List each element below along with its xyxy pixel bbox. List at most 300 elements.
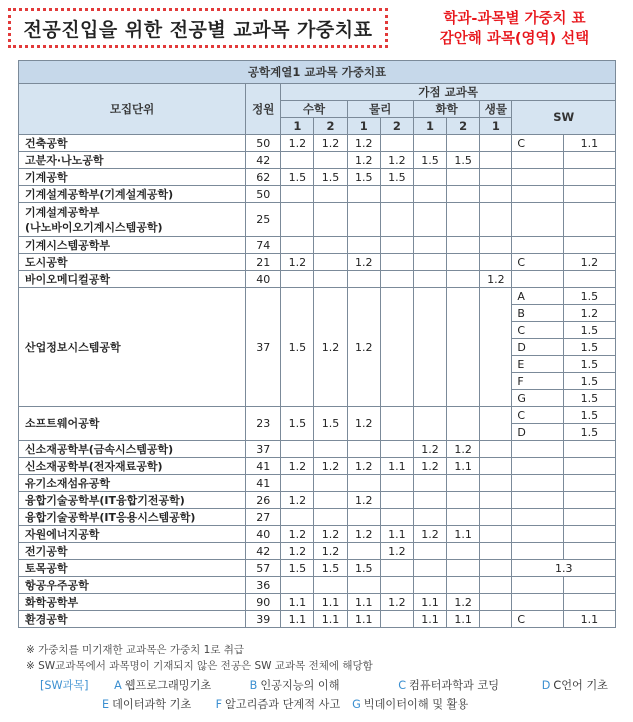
sw-weight-cell: 1.5 <box>563 288 615 305</box>
sw-course-cell <box>512 271 563 288</box>
weight-cell <box>447 271 480 288</box>
quota-cell: 37 <box>246 441 281 458</box>
level-physics-1: 1 <box>347 118 380 135</box>
weight-cell <box>480 611 512 628</box>
unit-name: 전기공학 <box>19 543 246 560</box>
weight-cell <box>447 135 480 152</box>
notes <box>26 642 373 674</box>
weight-cell <box>480 526 512 543</box>
weight-cell: 1.5 <box>314 407 347 441</box>
sw-weight-cell: 1.5 <box>563 390 615 407</box>
sw-weight-cell <box>563 509 615 526</box>
weight-cell <box>413 135 446 152</box>
legend-item: A 웹프로그래밍기초 <box>114 679 212 692</box>
weight-cell <box>347 237 380 254</box>
weight-cell <box>380 186 413 203</box>
weight-cell <box>314 509 347 526</box>
weight-cell: 1.2 <box>281 543 314 560</box>
weight-cell <box>347 203 380 237</box>
weight-cell <box>447 577 480 594</box>
weight-cell: 1.2 <box>347 288 380 407</box>
sw-course-cell: C <box>512 254 563 271</box>
weight-cell <box>380 475 413 492</box>
table-row <box>19 135 616 152</box>
sw-course-cell <box>512 526 563 543</box>
unit-name: 바이오메디컬공학 <box>19 271 246 288</box>
weight-cell: 1.1 <box>314 594 347 611</box>
sw-weight-cell <box>563 475 615 492</box>
sw-legend <box>40 676 608 714</box>
weight-cell: 1.1 <box>413 594 446 611</box>
weight-cell <box>413 577 446 594</box>
sw-course-cell <box>512 441 563 458</box>
subject-sw: SW <box>512 101 616 135</box>
weight-cell <box>413 237 446 254</box>
sw-course-cell: A <box>512 288 563 305</box>
table-row <box>19 560 616 577</box>
weight-cell: 1.2 <box>413 458 446 475</box>
weight-cell <box>413 560 446 577</box>
weight-cell <box>480 152 512 169</box>
weight-cell <box>347 577 380 594</box>
quota-cell: 21 <box>246 254 281 271</box>
unit-name: 환경공학 <box>19 611 246 628</box>
sw-weight-cell <box>563 152 615 169</box>
quota-cell: 42 <box>246 152 281 169</box>
level-math-2: 2 <box>314 118 347 135</box>
quota-cell: 90 <box>246 594 281 611</box>
sw-weight-cell <box>563 186 615 203</box>
sw-course-cell <box>512 186 563 203</box>
note-1: ※ 가중치를 미기재한 교과목은 가중치 1로 취급 <box>26 644 245 656</box>
sw-course-cell: D <box>512 339 563 356</box>
weight-cell <box>447 492 480 509</box>
weight-cell <box>380 254 413 271</box>
unit-name: 화학공학부 <box>19 594 246 611</box>
sw-course-cell: E <box>512 356 563 373</box>
weight-cell <box>413 271 446 288</box>
weight-cell <box>480 543 512 560</box>
weight-cell <box>380 407 413 441</box>
subject-math: 수학 <box>281 101 347 118</box>
weight-cell <box>281 577 314 594</box>
weight-cell <box>447 254 480 271</box>
weight-cell: 1.1 <box>347 594 380 611</box>
table-row <box>19 237 616 254</box>
subject-chemistry: 화학 <box>413 101 479 118</box>
weight-cell <box>281 186 314 203</box>
unit-name: 건축공학 <box>19 135 246 152</box>
weight-cell: 1.2 <box>347 492 380 509</box>
weight-cell <box>413 254 446 271</box>
legend-item: D C언어 기초 <box>541 679 608 692</box>
quota-cell: 40 <box>246 526 281 543</box>
quota-cell: 74 <box>246 237 281 254</box>
weight-cell <box>480 407 512 441</box>
weight-cell: 1.2 <box>380 594 413 611</box>
sw-course-cell <box>512 458 563 475</box>
weight-cell <box>480 237 512 254</box>
weight-cell: 1.5 <box>314 560 347 577</box>
weight-cell: 1.5 <box>447 152 480 169</box>
sw-weight-cell <box>563 526 615 543</box>
table-row <box>19 254 616 271</box>
weight-cell <box>314 254 347 271</box>
sw-course-cell <box>512 169 563 186</box>
weight-cell <box>447 237 480 254</box>
weight-cell <box>447 560 480 577</box>
table-row <box>19 543 616 560</box>
weight-cell <box>281 441 314 458</box>
table-row <box>19 203 616 237</box>
quota-cell: 42 <box>246 543 281 560</box>
legend-line-1 <box>40 676 608 695</box>
weight-cell: 1.1 <box>314 611 347 628</box>
weight-cell: 1.2 <box>380 152 413 169</box>
quota-cell: 57 <box>246 560 281 577</box>
weight-cell: 1.2 <box>347 526 380 543</box>
weight-cell: 1.1 <box>347 611 380 628</box>
weight-cell <box>281 475 314 492</box>
weight-cell: 1.2 <box>314 458 347 475</box>
table-row <box>19 611 616 628</box>
weight-cell <box>447 169 480 186</box>
legend-tag: [SW과목] <box>40 679 89 692</box>
weight-cell: 1.2 <box>281 458 314 475</box>
weight-cell <box>413 169 446 186</box>
sw-weight-cell: 1.5 <box>563 373 615 390</box>
table-row <box>19 509 616 526</box>
weight-cell: 1.2 <box>314 288 347 407</box>
table-row <box>19 271 616 288</box>
weight-cell <box>447 203 480 237</box>
weight-cell <box>380 441 413 458</box>
sw-course-cell: C <box>512 135 563 152</box>
col-header-quota: 정원 <box>246 84 281 135</box>
sw-weight-cell <box>563 237 615 254</box>
weight-cell <box>413 407 446 441</box>
quota-cell: 40 <box>246 271 281 288</box>
subject-physics: 물리 <box>347 101 413 118</box>
weight-cell <box>380 271 413 288</box>
weight-cell: 1.5 <box>380 169 413 186</box>
weight-cell <box>480 492 512 509</box>
sw-course-cell <box>512 509 563 526</box>
weight-cell: 1.1 <box>413 611 446 628</box>
sw-course-cell <box>512 594 563 611</box>
weight-cell <box>380 509 413 526</box>
sw-course-cell <box>512 577 563 594</box>
weight-cell <box>347 271 380 288</box>
legend-item: C 컴퓨터과학과 코딩 <box>398 679 500 692</box>
sw-weight-cell: 1.2 <box>563 254 615 271</box>
unit-name: 기계설계공학부(기계설계공학) <box>19 186 246 203</box>
level-physics-2: 2 <box>380 118 413 135</box>
weight-cell <box>480 577 512 594</box>
weight-cell <box>347 543 380 560</box>
sw-course-cell <box>512 543 563 560</box>
weight-cell: 1.1 <box>447 611 480 628</box>
weight-cell <box>380 611 413 628</box>
weight-cell: 1.1 <box>447 458 480 475</box>
weight-cell <box>447 475 480 492</box>
unit-name: 유기소재섬유공학 <box>19 475 246 492</box>
weight-cell <box>480 458 512 475</box>
sw-weight-cell <box>563 543 615 560</box>
quota-cell: 41 <box>246 475 281 492</box>
weight-cell <box>281 271 314 288</box>
weight-cell: 1.2 <box>281 254 314 271</box>
legend-item: E 데이터과학 기초 <box>102 698 192 711</box>
sw-weight-cell: 1.5 <box>563 339 615 356</box>
weight-cell: 1.2 <box>447 441 480 458</box>
level-chem-2: 2 <box>447 118 480 135</box>
weight-cell <box>413 492 446 509</box>
table-row <box>19 288 616 305</box>
unit-name: 항공우주공학 <box>19 577 246 594</box>
weight-cell: 1.2 <box>347 135 380 152</box>
weight-cell <box>281 203 314 237</box>
unit-name: 소프트웨어공학 <box>19 407 246 441</box>
side-note-line-1: 학과-과목별 가중치 표 <box>443 11 586 27</box>
table-row <box>19 526 616 543</box>
table-caption: 공학계열1 교과목 가중치표 <box>19 61 616 84</box>
quota-cell: 26 <box>246 492 281 509</box>
table-row <box>19 492 616 509</box>
subject-biology: 생물 <box>480 101 512 118</box>
sw-course-cell: F <box>512 373 563 390</box>
sw-weight-cell: 1.3 <box>512 560 616 577</box>
sw-weight-cell: 1.5 <box>563 424 615 441</box>
sw-course-cell <box>512 203 563 237</box>
unit-name: 기계시스템공학부 <box>19 237 246 254</box>
weight-cell: 1.1 <box>281 594 314 611</box>
weight-cell <box>447 288 480 407</box>
quota-cell: 50 <box>246 186 281 203</box>
quota-cell: 62 <box>246 169 281 186</box>
weight-cell <box>347 509 380 526</box>
sw-weight-cell: 1.1 <box>563 611 615 628</box>
side-note-line-2: 감안해 과목(영역) 선택 <box>439 31 590 47</box>
weight-cell: 1.5 <box>347 560 380 577</box>
weight-cell: 1.1 <box>380 526 413 543</box>
weight-cell <box>447 407 480 441</box>
table-row <box>19 458 616 475</box>
weight-cell: 1.5 <box>281 169 314 186</box>
weight-cell <box>314 203 347 237</box>
table-row <box>19 186 616 203</box>
sw-course-cell: C <box>512 322 563 339</box>
unit-name: 기계설계공학부 (나노바이오기계시스템공학) <box>19 203 246 237</box>
weight-cell <box>281 509 314 526</box>
sw-weight-cell: 1.1 <box>563 135 615 152</box>
quota-cell: 37 <box>246 288 281 407</box>
legend-item: F 알고리즘과 단계적 사고 <box>215 698 341 711</box>
weight-cell <box>380 492 413 509</box>
weight-cell: 1.2 <box>281 526 314 543</box>
level-chem-1: 1 <box>413 118 446 135</box>
quota-cell: 36 <box>246 577 281 594</box>
quota-cell: 50 <box>246 135 281 152</box>
sw-weight-cell <box>563 594 615 611</box>
weight-cell <box>314 152 347 169</box>
legend-line-2 <box>40 695 608 714</box>
table-row <box>19 475 616 492</box>
sw-weight-cell <box>563 203 615 237</box>
weight-cell <box>480 594 512 611</box>
sw-weight-cell <box>563 441 615 458</box>
quota-cell: 25 <box>246 203 281 237</box>
unit-name: 신소재공학부(금속시스템공학) <box>19 441 246 458</box>
weight-cell <box>413 186 446 203</box>
weight-cell <box>480 560 512 577</box>
weight-cell <box>380 203 413 237</box>
weight-cell <box>447 543 480 560</box>
weight-cell <box>480 203 512 237</box>
page-title: 전공진입을 위한 전공별 교과목 가중치표 <box>8 8 388 48</box>
weight-cell <box>314 475 347 492</box>
unit-name: 자원에너지공학 <box>19 526 246 543</box>
weight-cell <box>480 288 512 407</box>
weight-cell <box>413 475 446 492</box>
sw-course-cell: G <box>512 390 563 407</box>
sw-course-cell: D <box>512 424 563 441</box>
weight-cell <box>314 492 347 509</box>
weight-cell: 1.2 <box>413 441 446 458</box>
weight-cell <box>380 577 413 594</box>
weight-cell: 1.1 <box>447 526 480 543</box>
weight-cell <box>380 237 413 254</box>
weight-table <box>18 60 616 628</box>
col-header-unit: 모집단위 <box>19 84 246 135</box>
sw-weight-cell: 1.2 <box>563 305 615 322</box>
sw-course-cell: C <box>512 407 563 424</box>
weight-cell: 1.2 <box>281 135 314 152</box>
weight-cell: 1.5 <box>281 560 314 577</box>
sw-course-cell <box>512 475 563 492</box>
sw-course-cell: C <box>512 611 563 628</box>
weight-cell <box>314 441 347 458</box>
table-row <box>19 169 616 186</box>
weight-cell <box>480 169 512 186</box>
weight-cell: 1.2 <box>380 543 413 560</box>
weight-cell: 1.2 <box>413 526 446 543</box>
unit-name: 융합기술공학부(IT응용시스템공학) <box>19 509 246 526</box>
level-math-1: 1 <box>281 118 314 135</box>
weight-cell: 1.2 <box>447 594 480 611</box>
sw-weight-cell <box>563 169 615 186</box>
weight-cell: 1.5 <box>314 169 347 186</box>
weight-cell <box>447 186 480 203</box>
col-header-subjects: 가점 교과목 <box>281 84 616 101</box>
table-row <box>19 594 616 611</box>
weight-cell <box>480 186 512 203</box>
weight-cell: 1.2 <box>314 526 347 543</box>
table-row <box>19 441 616 458</box>
quota-cell: 27 <box>246 509 281 526</box>
sw-weight-cell: 1.5 <box>563 407 615 424</box>
weight-cell <box>447 509 480 526</box>
weight-cell: 1.2 <box>281 492 314 509</box>
unit-name: 산업정보시스템공학 <box>19 288 246 407</box>
weight-cell <box>480 475 512 492</box>
unit-name: 신소재공학부(전자재료공학) <box>19 458 246 475</box>
sw-course-cell <box>512 492 563 509</box>
sw-weight-cell <box>563 271 615 288</box>
weight-cell <box>314 237 347 254</box>
weight-cell <box>413 203 446 237</box>
unit-name: 도시공학 <box>19 254 246 271</box>
weight-cell <box>380 135 413 152</box>
level-bio-1: 1 <box>480 118 512 135</box>
sw-weight-cell <box>563 577 615 594</box>
weight-cell <box>281 152 314 169</box>
sw-course-cell <box>512 237 563 254</box>
weight-cell <box>380 288 413 407</box>
weight-cell: 1.1 <box>281 611 314 628</box>
weight-cell <box>347 441 380 458</box>
table-row <box>19 577 616 594</box>
unit-name: 토목공학 <box>19 560 246 577</box>
weight-cell: 1.2 <box>347 254 380 271</box>
weight-cell <box>281 237 314 254</box>
weight-cell <box>314 577 347 594</box>
quota-cell: 39 <box>246 611 281 628</box>
weight-cell <box>413 543 446 560</box>
weight-cell: 1.2 <box>314 135 347 152</box>
legend-item: G 빅데이터이해 및 활용 <box>352 698 469 711</box>
weight-cell <box>413 509 446 526</box>
weight-cell <box>347 475 380 492</box>
sw-course-cell <box>512 152 563 169</box>
weight-cell: 1.5 <box>347 169 380 186</box>
note-2: ※ SW교과목에서 과목명이 기재되지 않은 전공은 SW 교과목 전체에 해당함 <box>26 660 373 672</box>
weight-cell <box>314 271 347 288</box>
weight-cell: 1.5 <box>281 407 314 441</box>
weight-cell: 1.2 <box>347 458 380 475</box>
weight-cell: 1.5 <box>413 152 446 169</box>
weight-cell: 1.2 <box>480 271 512 288</box>
side-note <box>402 9 627 49</box>
table-row <box>19 152 616 169</box>
weight-cell <box>413 288 446 407</box>
quota-cell: 41 <box>246 458 281 475</box>
weight-cell <box>480 254 512 271</box>
quota-cell: 23 <box>246 407 281 441</box>
legend-item: B 인공지능의 이해 <box>249 679 340 692</box>
weight-cell <box>480 135 512 152</box>
weight-cell <box>347 186 380 203</box>
weight-cell <box>480 441 512 458</box>
sw-weight-cell <box>563 492 615 509</box>
unit-name: 융합기술공학부(IT융합기전공학) <box>19 492 246 509</box>
weight-cell <box>314 186 347 203</box>
sw-course-cell: B <box>512 305 563 322</box>
weight-cell <box>480 509 512 526</box>
weight-cell: 1.2 <box>347 407 380 441</box>
weight-cell: 1.5 <box>281 288 314 407</box>
weight-cell: 1.2 <box>347 152 380 169</box>
weight-cell: 1.1 <box>380 458 413 475</box>
table-row <box>19 407 616 424</box>
unit-name: 고분자·나노공학 <box>19 152 246 169</box>
weight-cell <box>380 560 413 577</box>
weight-cell: 1.2 <box>314 543 347 560</box>
sw-weight-cell: 1.5 <box>563 356 615 373</box>
sw-weight-cell: 1.5 <box>563 322 615 339</box>
unit-name: 기계공학 <box>19 169 246 186</box>
sw-weight-cell <box>563 458 615 475</box>
